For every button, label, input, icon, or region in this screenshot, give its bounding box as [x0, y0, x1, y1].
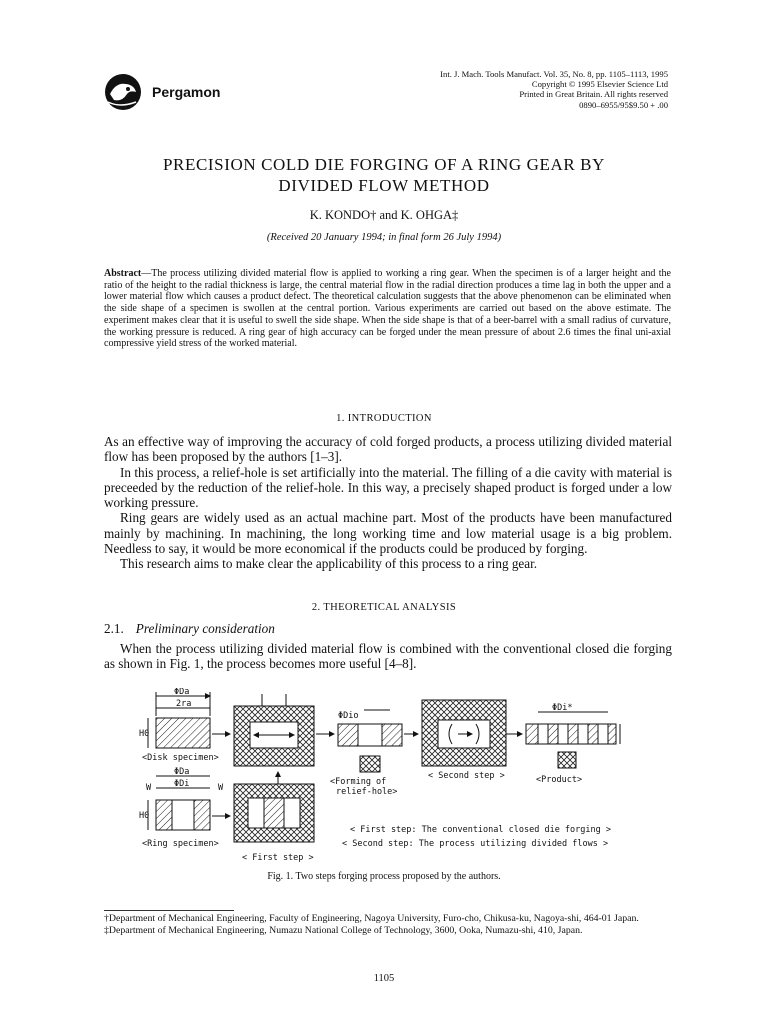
label-first-step: < First step > — [242, 853, 314, 863]
label-2ra: 2ra — [176, 699, 192, 709]
label-da: ΦDa — [174, 688, 190, 697]
page-number: 1105 — [373, 973, 395, 984]
label-ring-specimen: <Ring specimen> — [142, 839, 219, 849]
journal-info — [440, 69, 668, 110]
printed-line: Printed in Great Britain. All rights reserved — [519, 89, 668, 100]
paragraph: This research aims to make clear the applicability of this process to a ring gear. — [120, 556, 538, 572]
publisher-logo — [100, 72, 146, 112]
figure-caption: Fig. 1. Two steps forging process proposed by the authors. — [267, 871, 501, 882]
authors: K. KONDO† and K. OHGA‡ — [309, 208, 459, 222]
paragraph: When the process utilizing divided material flow is combined with the conventional closed die forging as shown in Fig. 1, the process becomes more useful [4–8]. — [104, 641, 672, 672]
journal-citation: Int. J. Mach. Tools Manufact. Vol. 35, No. 8, pp. 1105–1113, 1995 — [440, 69, 668, 79]
legend-second-step: < Second step: The process utilizing divided flows > — [342, 839, 609, 849]
label-h0: H0 — [139, 729, 150, 739]
copyright-line: Copyright © 1995 Elsevier Science Ltd — [531, 79, 668, 90]
paragraph: As an effective way of improving the accuracy of cold forged products, a process utilizing divided material flow has been proposed by the authors [1–3]. — [104, 434, 672, 465]
legend-first-step: < First step: The conventional closed die forging > — [350, 825, 611, 835]
subsection-title: Preliminary consideration — [135, 621, 275, 636]
abstract-text: —The process utilizing divided material flow is applied to working a ring gear. When the specimen is of a larger height and the ratio of the height to the radial thickness is large, the central material flow in the radial direction produces a time lag in both the upper and a lower material flow which causes a product defect. The theoretical calculation suggests that the above phenomenon can be eliminated when the side shape of a specimen is swollen at the central portion. Various experiments are carried out based on the above estimate. The experiment makes clear that it is useful to swell the side shape. When the side shape is that of a beer-barrel with a small radius of curvature, the working pressure is reduced. A ring gear of high accuracy can be forged under the mean pressure of about 2.6 times the final uni-axial compressive yield stress of the worked material. — [104, 268, 671, 350]
publisher-name: Pergamon — [152, 84, 221, 100]
title-line-1: PRECISION COLD DIE FORGING OF A RING GEAR BY — [163, 155, 605, 174]
section2-body — [104, 641, 672, 672]
paper-title — [0, 154, 768, 196]
label-product: <Product> — [536, 775, 583, 785]
title-line-2: DIVIDED FLOW METHOD — [278, 176, 490, 195]
label-di-ring: ΦDi — [174, 779, 190, 789]
issn-line: 0890–6955/95$9.50 + .00 — [579, 99, 668, 110]
abstract-label: Abstract — [104, 268, 142, 279]
introduction-body — [104, 434, 672, 572]
section-heading-theoretical-analysis: 2. THEORETICAL ANALYSIS — [311, 602, 457, 613]
forging-process-diagram — [138, 688, 638, 866]
disk-specimen-shape — [156, 718, 210, 748]
label-w-left: W — [146, 783, 152, 793]
label-w-right: W — [218, 783, 224, 793]
footnote: ‡Department of Mechanical Engineering, Numazu National College of Technology, 3600, Ooka, Numazu-shi, 410, Japan. — [104, 924, 583, 936]
label-second-step: < Second step > — [428, 771, 505, 781]
figure-1 — [138, 688, 638, 866]
footnote-rule — [104, 910, 234, 911]
label-da-ring: ΦDa — [174, 767, 190, 777]
label-di-product: ΦDi* — [552, 703, 573, 713]
footnote: †Department of Mechanical Engineering, Faculty of Engineering, Nagoya University, Furo-cho, Chikusa-ku, Nagoya-shi, 464-01 Japan. — [104, 913, 639, 924]
subsection-heading — [104, 621, 275, 637]
label-dio: ΦDio — [338, 711, 359, 721]
abstract — [104, 268, 671, 350]
paragraph: In this process, a relief-hole is set artificially into the material. The filling of a die cavity with material is preceeded by the reduction of the relief-hole. In this way, a precisely shaped product is forged under a low working pressure. — [104, 464, 672, 511]
label-h0-ring: H0 — [139, 811, 150, 821]
section-heading-introduction: 1. INTRODUCTION — [336, 413, 432, 424]
paragraph: Ring gears are widely used as an actual machine part. Most of the products have been manufactured mainly by machining. In machining, the long working time and low material usage is a big problem. Needless to say, it would be more economical if the products could be produced by forging. — [104, 510, 672, 557]
label-forming: <Forming of — [330, 777, 387, 787]
label-disk-specimen: <Disk specimen> — [142, 753, 219, 763]
label-relief-hole: relief-hole> — [336, 787, 398, 797]
received-dates: (Received 20 January 1994; in final form 26 July 1994) — [266, 232, 502, 243]
footnotes — [104, 913, 672, 936]
subsection-number: 2.1. — [104, 621, 124, 636]
